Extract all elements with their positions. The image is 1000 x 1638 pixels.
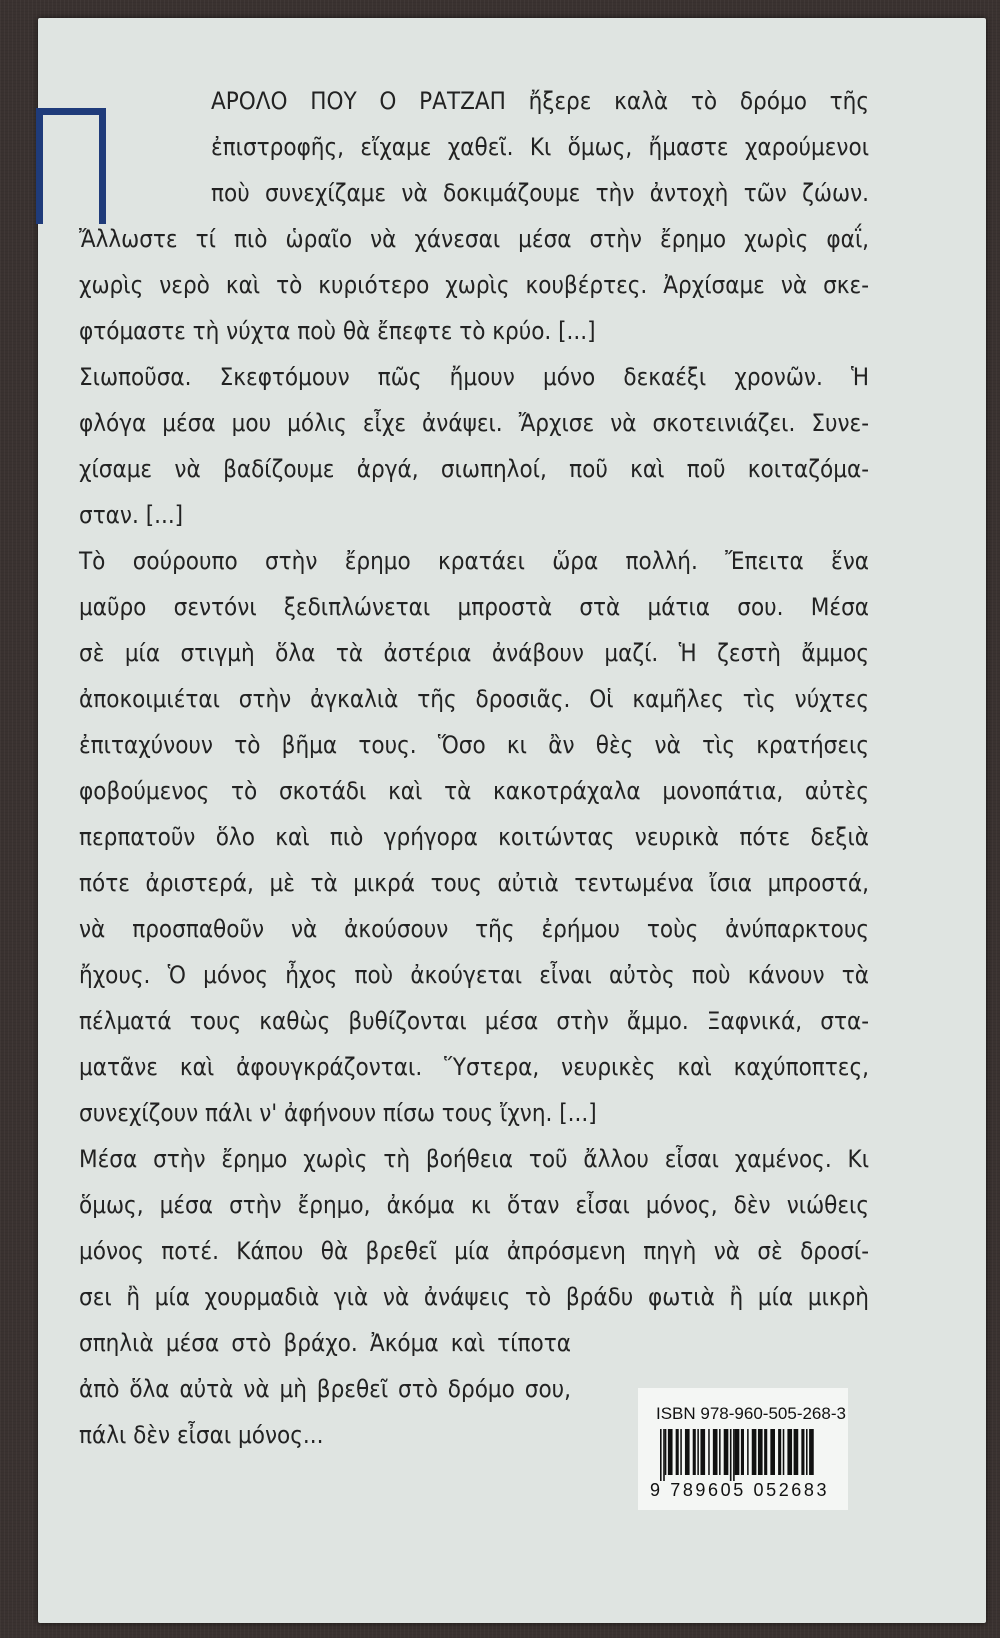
blurb-line: συνεχίζουν πάλι ν' ἀφήνουν πίσω τους ἴχνη. [...] — [79, 1099, 597, 1127]
blurb-line: σταν. [...] — [79, 501, 184, 529]
isbn-label: ISBN 978-960-505-268-3 — [656, 1404, 846, 1423]
blurb-line: Ἄλλωστε τί πιὸ ὡραῖο νὰ χάνεσαι μέσα στὴν ἔρημο χωρὶς φαΐ, — [79, 225, 869, 253]
blurb-line: ἀποκοιμιέται στὴν ἀγκαλιὰ τῆς δροσιᾶς. Οἱ καμῆλες τὶς νύχτες — [79, 685, 869, 713]
blurb-line: ἤχους. Ὁ μόνος ἦχος ποὺ ἀκούγεται εἶναι αὐτὸς ποὺ κάνουν τὰ — [79, 961, 869, 989]
blurb-line: ποὺ συνεχίζαμε νὰ δοκιμάζουμε τὴν ἀντοχὴ τῶν ζώων. — [211, 179, 869, 207]
barcode-bars — [650, 1429, 848, 1481]
blurb-line: πότε ἀριστερά, μὲ τὰ μικρά τους αὐτιὰ τεντωμένα ἴσια μπροστά, — [79, 869, 869, 897]
blurb-line: σπηλιὰ μέσα στὸ βράχο. Ἀκόμα καὶ τίποτα — [79, 1329, 571, 1357]
blurb-line: περπατοῦν ὅλο καὶ πιὸ γρήγορα κοιτώντας νευρικὰ πότε δεξιὰ — [79, 823, 869, 851]
blurb-line: σει ἢ μία χουρμαδιὰ γιὰ νὰ ἀνάψεις τὸ βράδυ φωτιὰ ἢ μία μικρὴ — [79, 1283, 869, 1311]
blurb-line: ΑΡΟΛΟ ΠΟΥ Ο ΡΑΤΖΑΠ ἤξερε καλὰ τὸ δρόμο τῆς — [211, 87, 869, 115]
blurb-line: πέλματά τους καθὼς βυθίζονται μέσα στὴν ἄμμο. Ξαφνικά, στα- — [79, 1007, 869, 1035]
blurb-line: ματᾶνε καὶ ἀφουγκράζονται. Ὕστερα, νευρικὲς καὶ καχύποπτες, — [79, 1053, 869, 1081]
blurb-line: πάλι δὲν εἶσαι μόνος... — [79, 1421, 324, 1449]
blurb-line: Σιωποῦσα. Σκεφτόμουν πῶς ἤμουν μόνο δεκαέξι χρονῶν. Ἡ — [79, 363, 869, 391]
blurb-line: φοβούμενος τὸ σκοτάδι καὶ τὰ κακοτράχαλα μονοπάτια, αὐτὲς — [79, 777, 869, 805]
blurb-line: Τὸ σούρουπο στὴν ἔρημο κρατάει ὥρα πολλή. Ἔπειτα ἕνα — [79, 547, 869, 575]
blurb-line: φλόγα μέσα μου μόλις εἶχε ἀνάψει. Ἄρχισε νὰ σκοτεινιάζει. Συνε- — [79, 409, 869, 437]
blurb-line: ὅμως, μέσα στὴν ἔρημο, ἀκόμα κι ὅταν εἶσαι μόνος, δὲν νιώθεις — [79, 1191, 869, 1219]
blurb-line: μόνος ποτέ. Κάπου θὰ βρεθεῖ μία ἀπρόσμενη πηγὴ νὰ σὲ δροσί- — [79, 1237, 869, 1265]
blurb-line: σὲ μία στιγμὴ ὅλα τὰ ἀστέρια ἀνάβουν μαζί. Ἡ ζεστὴ ἄμμος — [79, 639, 869, 667]
blurb-line: φτόμαστε τὴ νύχτα ποὺ θὰ ἔπεφτε τὸ κρύο. [...] — [79, 317, 596, 345]
blurb-line: ἐπιστροφῆς, εἴχαμε χαθεῖ. Κι ὅμως, ἤμαστε χαρούμενοι — [211, 133, 869, 161]
blurb-line: Μέσα στὴν ἔρημο χωρὶς τὴ βοήθεια τοῦ ἄλλου εἶσαι χαμένος. Κι — [79, 1145, 869, 1173]
blurb-line: χωρὶς νερὸ καὶ τὸ κυριότερο χωρὶς κουβέρτες. Ἀρχίσαμε νὰ σκε- — [79, 271, 869, 299]
barcode-number: 9 789605 052683 — [650, 1480, 830, 1500]
blurb-line: μαῦρο σεντόνι ξεδιπλώνεται μπροστὰ στὰ μάτια σου. Μέσα — [79, 593, 869, 621]
blurb-line: χίσαμε νὰ βαδίζουμε ἀργά, σιωπηλοί, ποῦ καὶ ποῦ κοιταζόμα- — [79, 455, 869, 483]
blurb-line: ἀπὸ ὅλα αὐτὰ νὰ μὴ βρεθεῖ στὸ δρόμο σου, — [79, 1375, 571, 1403]
drop-cap-pi — [36, 108, 106, 224]
blurb-line: νὰ προσπαθοῦν νὰ ἀκούσουν τῆς ἐρήμου τοὺς ἀνύπαρκτους — [79, 915, 869, 943]
blurb-line: ἐπιταχύνουν τὸ βῆμα τους. Ὅσο κι ἂν θὲς νὰ τὶς κρατήσεις — [79, 731, 869, 759]
